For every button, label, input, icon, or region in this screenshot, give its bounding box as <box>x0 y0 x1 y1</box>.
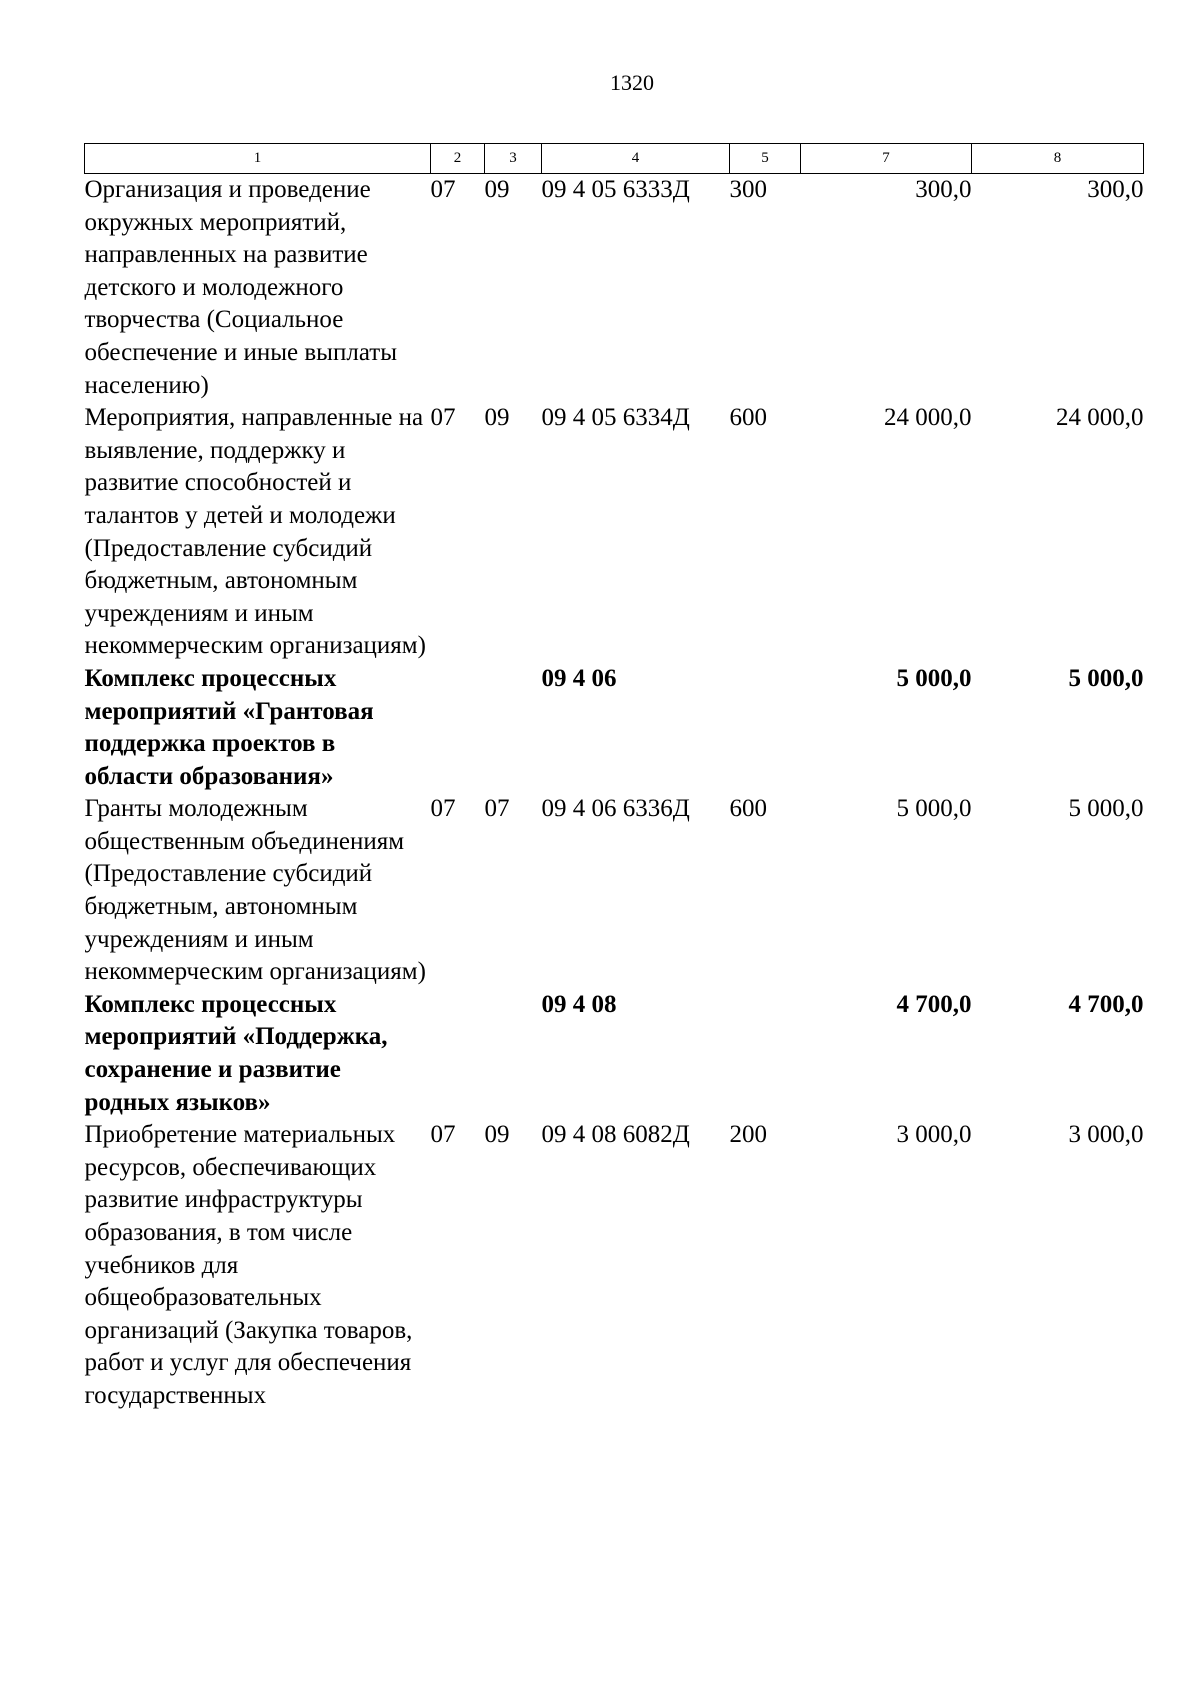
row-csr: 09 4 05 6333Д <box>541 176 690 203</box>
row-vr: 200 <box>729 1121 767 1149</box>
header-cell-name: 1 <box>85 144 431 174</box>
row-sum7: 24 000,0 <box>884 404 972 432</box>
row-vr: 600 <box>729 795 767 823</box>
row-name: Комплекс процессных мероприятий «Поддержка, сохранение и развитие родных языков» <box>84 990 388 1116</box>
row-name: Гранты молодежным общественным объединениям (Предоставление субсидий бюджетным, автономным учреждениям и иным некоммерческим организациям) <box>84 795 426 986</box>
row-sum7: 4 700,0 <box>896 990 972 1018</box>
table-row <box>85 1119 1144 1412</box>
row-pr: 09 <box>484 404 510 432</box>
header-cell-csr: 4 <box>542 144 730 174</box>
row-vr <box>730 989 801 1119</box>
table-header <box>85 144 1144 174</box>
row-pr <box>485 663 542 793</box>
row-sum8: 5 000,0 <box>1068 664 1144 692</box>
header-cell-sum7: 7 <box>801 144 972 174</box>
table-row <box>85 663 1144 793</box>
header-cell-rz: 2 <box>431 144 485 174</box>
row-pr: 09 <box>484 176 510 203</box>
row-csr: 09 4 08 <box>541 990 617 1018</box>
row-csr: 09 4 06 <box>541 664 617 692</box>
row-rz: 07 <box>430 404 456 432</box>
row-rz <box>431 989 485 1119</box>
row-name: Организация и проведение окружных мероприятий, направленных на развитие детского и молодежного творчества (Социальное обеспечение и иные выплаты населению) <box>84 176 397 399</box>
row-name: Мероприятия, направленные на выявление, поддержку и развитие способностей и талантов у детей и молодежи (Предоставление субсидий бюджетным, автономным учреждениям и иным некоммерческим организациям) <box>84 404 426 660</box>
row-rz: 07 <box>430 1121 456 1149</box>
table-body <box>85 174 1144 1413</box>
row-vr: 600 <box>729 404 767 432</box>
row-name: Приобретение материальных ресурсов, обеспечивающих развитие инфраструктуры образования, в том числе учебников для общеобразовательных организаций (Закупка товаров, работ и услуг для обеспечения государственных <box>84 1121 413 1409</box>
page-number: 1320 <box>610 70 654 95</box>
table-row <box>85 174 1144 403</box>
row-rz: 07 <box>430 795 456 823</box>
row-sum8: 3 000,0 <box>1068 1121 1144 1149</box>
table-row <box>85 989 1144 1119</box>
row-pr: 07 <box>484 795 510 823</box>
row-csr: 09 4 05 6334Д <box>541 404 690 432</box>
row-pr <box>485 989 542 1119</box>
row-name: Комплекс процессных мероприятий «Грантовая поддержка проектов в области образования» <box>84 664 374 790</box>
header-cell-sum8: 8 <box>972 144 1144 174</box>
row-vr: 300 <box>729 176 767 203</box>
row-pr: 09 <box>484 1121 510 1149</box>
header-cell-pr: 3 <box>485 144 542 174</box>
header-cell-vr: 5 <box>730 144 801 174</box>
header-row <box>85 144 1144 174</box>
row-csr: 09 4 06 6336Д <box>541 795 690 823</box>
row-sum8: 300,0 <box>1087 176 1144 203</box>
row-rz <box>431 663 485 793</box>
table-row <box>85 793 1144 989</box>
row-sum7: 5 000,0 <box>896 664 972 692</box>
row-sum8: 5 000,0 <box>1068 795 1144 823</box>
budget-table <box>84 143 1144 1413</box>
row-sum7: 300,0 <box>915 176 972 203</box>
table-row <box>85 402 1144 663</box>
row-sum7: 3 000,0 <box>896 1121 972 1149</box>
row-sum7: 5 000,0 <box>896 795 972 823</box>
row-rz: 07 <box>430 176 456 203</box>
row-vr <box>730 663 801 793</box>
row-sum8: 4 700,0 <box>1068 990 1144 1018</box>
row-sum8: 24 000,0 <box>1056 404 1144 432</box>
row-csr: 09 4 08 6082Д <box>541 1121 690 1149</box>
